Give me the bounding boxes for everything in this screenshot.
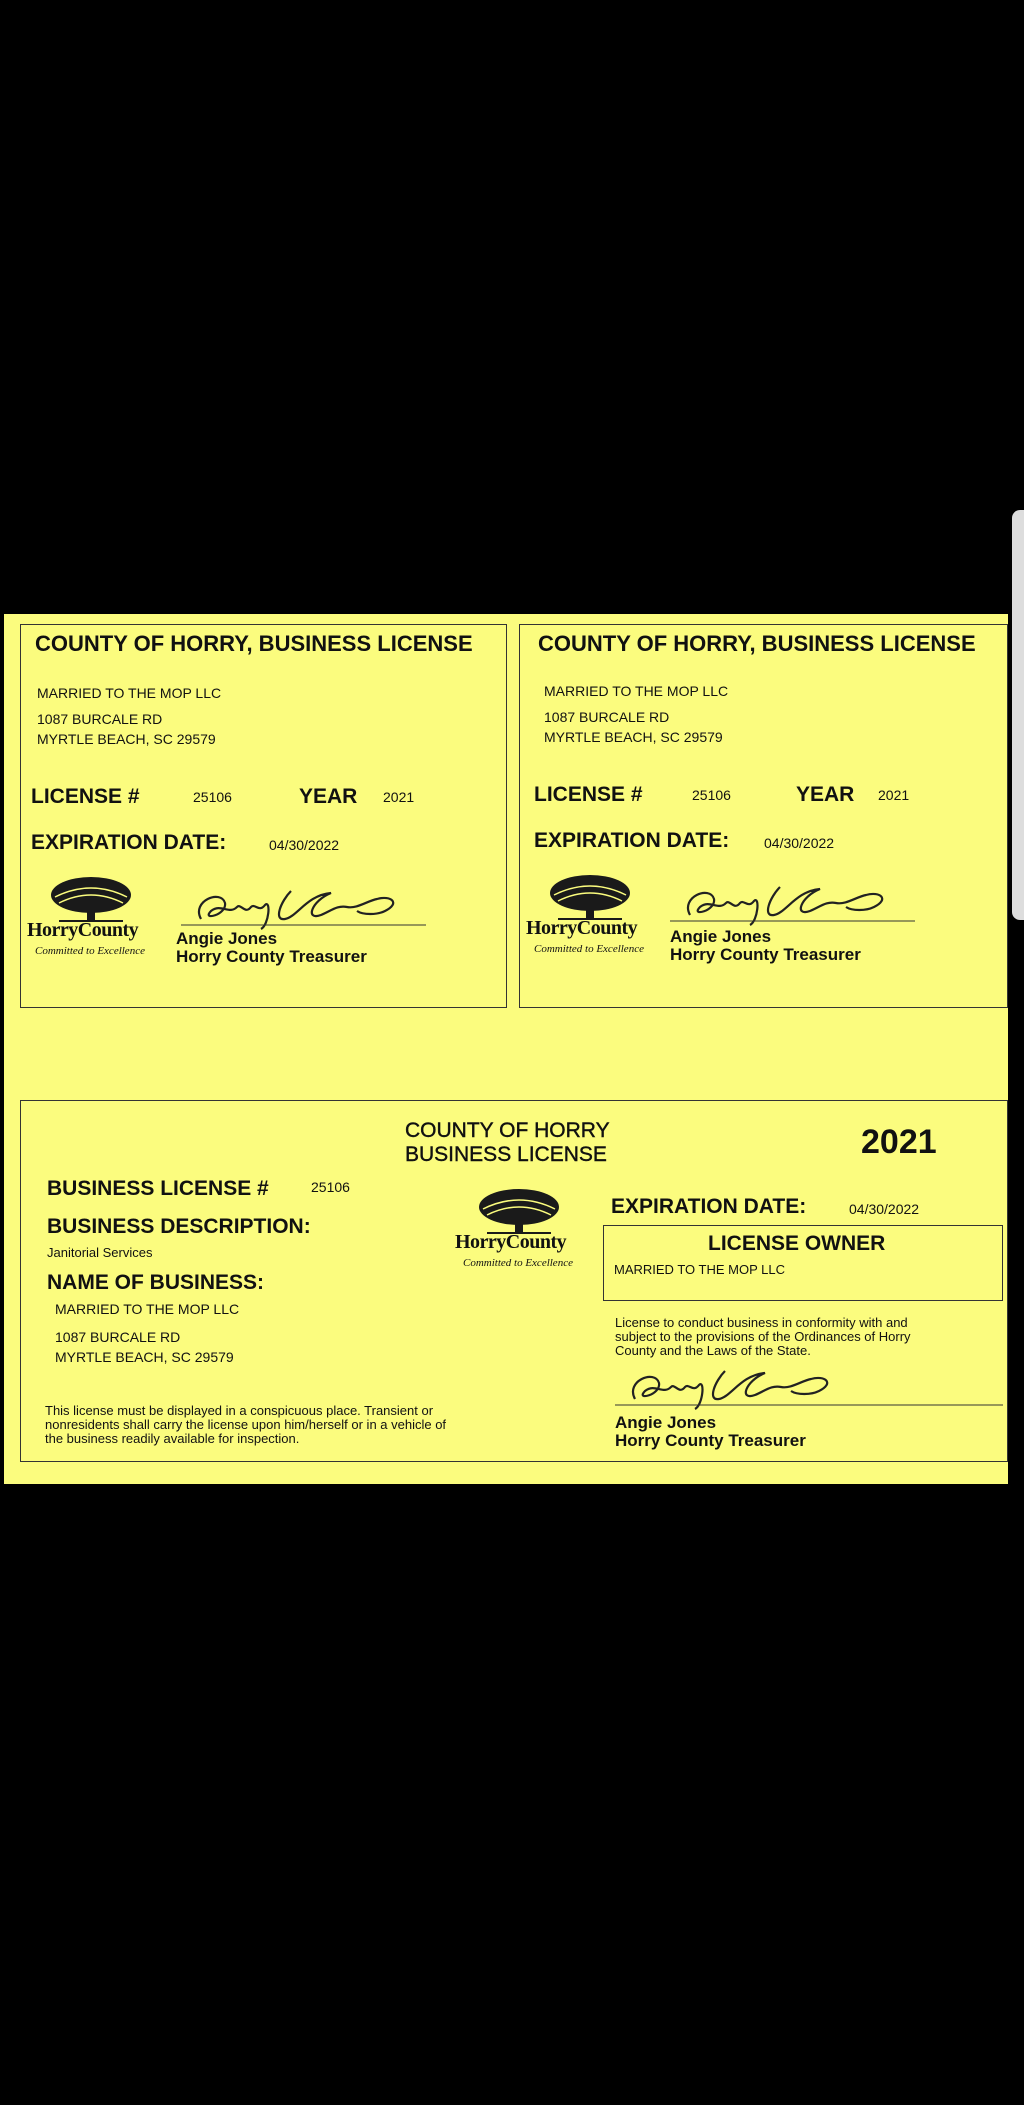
expiration-date: 04/30/2022 — [269, 837, 340, 853]
license-owner-name: MARRIED TO THE MOP LLC — [614, 1262, 785, 1277]
business-description-label: BUSINESS DESCRIPTION: — [47, 1215, 311, 1238]
signer-name: Angie Jones — [176, 929, 278, 948]
license-owner-box — [603, 1225, 1003, 1301]
horry-county-logo — [25, 873, 157, 961]
conformity-line3: County and the Laws of the State. — [615, 1343, 811, 1358]
main-title-line1: COUNTY OF HORRY — [405, 1119, 610, 1142]
logo-name: HorryCounty — [455, 1231, 567, 1253]
main-expiration-date: 04/30/2022 — [849, 1201, 920, 1217]
expiration-date: 04/30/2022 — [764, 835, 835, 851]
business-name: MARRIED TO THE MOP LLC — [37, 685, 222, 701]
main-license — [20, 1100, 1008, 1462]
license-copy-1 — [20, 624, 507, 1008]
license-owner-label: LICENSE OWNER — [708, 1232, 886, 1255]
logo-tagline: Committed to Excellence — [534, 943, 644, 955]
conformity-line1: License to conduct business in conformity with and — [615, 1315, 908, 1330]
signer-title: Horry County Treasurer — [176, 947, 367, 966]
signature-image — [181, 881, 431, 931]
main-year: 2021 — [861, 1123, 937, 1161]
address-line2: MYRTLE BEACH, SC 29579 — [55, 1349, 234, 1365]
copy-title: COUNTY OF HORRY, BUSINESS LICENSE — [35, 631, 473, 656]
signature-image — [615, 1361, 1005, 1411]
expiration-label: EXPIRATION DATE: — [534, 829, 730, 852]
signer-name: Angie Jones — [615, 1413, 717, 1432]
business-description: Janitorial Services — [47, 1245, 153, 1260]
license-number: 25106 — [193, 789, 232, 805]
logo-name: HorryCounty — [27, 919, 139, 941]
license-number: 25106 — [692, 787, 731, 803]
license-label: LICENSE # — [534, 783, 643, 806]
oak-tree-icon — [524, 871, 656, 921]
license-sheet — [4, 614, 1008, 1484]
display-notice-line2: nonresidents shall carry the license upon him/herself or in a vehicle of — [45, 1417, 447, 1432]
signature-image — [670, 877, 920, 927]
business-name-label: NAME OF BUSINESS: — [47, 1271, 265, 1294]
year-label: YEAR — [299, 785, 358, 808]
main-expiration-label: EXPIRATION DATE: — [611, 1195, 807, 1218]
logo-tagline: Committed to Excellence — [35, 945, 145, 957]
address-line2: MYRTLE BEACH, SC 29579 — [544, 729, 723, 745]
horry-county-logo — [453, 1185, 585, 1273]
address-line1: 1087 BURCALE RD — [55, 1329, 181, 1345]
signer-name: Angie Jones — [670, 927, 772, 946]
main-title-line2: BUSINESS LICENSE — [405, 1143, 607, 1166]
year-value: 2021 — [878, 787, 910, 803]
business-name: MARRIED TO THE MOP LLC — [55, 1301, 240, 1317]
year-label: YEAR — [796, 783, 855, 806]
logo-tagline: Committed to Excellence — [463, 1257, 573, 1269]
business-license-number: 25106 — [311, 1179, 350, 1195]
copy-title: COUNTY OF HORRY, BUSINESS LICENSE — [538, 631, 976, 656]
oak-tree-icon — [25, 873, 157, 923]
signer-title: Horry County Treasurer — [670, 945, 861, 964]
conformity-line2: subject to the provisions of the Ordinances of Horry — [615, 1329, 911, 1344]
signer-title: Horry County Treasurer — [615, 1431, 806, 1450]
address-line1: 1087 BURCALE RD — [37, 711, 163, 727]
address-line2: MYRTLE BEACH, SC 29579 — [37, 731, 216, 747]
display-notice-line3: the business readily available for inspection. — [45, 1431, 300, 1446]
oak-tree-icon — [453, 1185, 585, 1235]
horry-county-logo — [524, 871, 656, 959]
display-notice-line1: This license must be displayed in a conspicuous place. Transient or — [45, 1403, 434, 1418]
logo-name: HorryCounty — [526, 917, 638, 939]
expiration-label: EXPIRATION DATE: — [31, 831, 227, 854]
scroll-edge-handle — [1012, 510, 1024, 920]
license-copy-2 — [519, 624, 1008, 1008]
address-line1: 1087 BURCALE RD — [544, 709, 670, 725]
year-value: 2021 — [383, 789, 415, 805]
license-label: LICENSE # — [31, 785, 140, 808]
business-name: MARRIED TO THE MOP LLC — [544, 683, 729, 699]
business-license-label: BUSINESS LICENSE # — [47, 1177, 269, 1200]
